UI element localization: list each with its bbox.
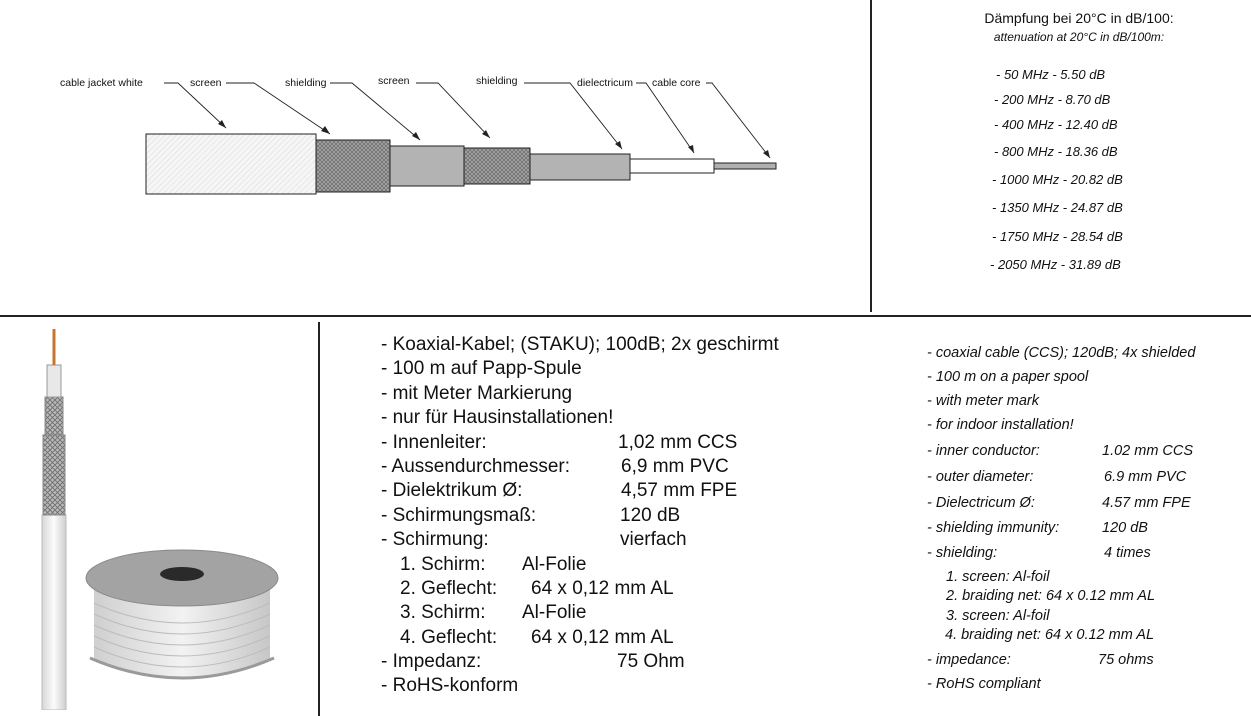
spec-de-screen-1	[381, 553, 841, 577]
spec-en-value: 75 ohms	[1098, 652, 1154, 668]
spec-de-label: 2. Geflecht:	[400, 577, 498, 599]
spec-de-label: - Aussendurchmesser:	[381, 455, 571, 477]
spec-de-label: - Impedanz:	[381, 651, 482, 673]
spec-de-text: - Koaxial-Kabel; (STAKU); 100dB; 2x geschirmt	[381, 334, 779, 355]
dielectric-segment	[630, 159, 714, 173]
top-divider-vertical	[870, 0, 872, 312]
spec-de-screen-3	[381, 601, 841, 625]
spec-de-text: - 100 m auf Papp-Spule	[381, 358, 582, 380]
spec-en-impedance	[927, 652, 1227, 668]
spec-en-shielding	[927, 545, 1227, 561]
label-cable-jacket: cable jacket white	[60, 77, 143, 89]
attenuation-row: - 200 MHz - 8.70 dB	[994, 92, 1111, 107]
spec-en-label: - shielding:	[927, 545, 998, 561]
spec-de-impedance	[381, 650, 841, 674]
spec-en-label: - inner conductor:	[927, 443, 1040, 459]
spec-en-dielectric	[927, 495, 1227, 511]
spec-de-shielding	[381, 528, 841, 552]
spec-de-braid-2	[381, 577, 841, 601]
spec-de-value: vierfach	[620, 529, 687, 551]
spec-en-label: - shielding immunity:	[927, 520, 1060, 536]
spec-en-label: - Dielectricum Ø:	[927, 495, 1035, 511]
attenuation-title: Dämpfung bei 20°C in dB/100:	[984, 10, 1174, 26]
spec-de-outer	[381, 455, 841, 479]
spec-de-value: Al-Folie	[522, 602, 587, 624]
spec-en-label: - impedance:	[927, 652, 1011, 668]
spec-de-line	[381, 357, 841, 381]
attenuation-subtitle: attenuation at 20°C in dB/100m:	[993, 30, 1165, 44]
label-shielding-2: shielding	[476, 75, 518, 87]
cable-layer-diagram	[0, 0, 860, 310]
label-screen-1: screen	[190, 77, 222, 89]
spec-de-value: 64 x 0,12 mm AL	[531, 577, 674, 599]
spec-en-value: 4.57 mm FPE	[1102, 495, 1191, 511]
spec-de-label: 4. Geflecht:	[400, 626, 498, 648]
spec-en-sub: 2. braiding net: 64 x 0.12 mm AL	[946, 588, 1156, 604]
attenuation-row: - 1350 MHz - 24.87 dB	[992, 200, 1123, 215]
label-cable-core: cable core	[652, 77, 701, 89]
shielding-segment-1	[316, 140, 390, 192]
spec-en-rohs: - RoHS compliant	[927, 676, 1041, 692]
spec-de-value: 64 x 0,12 mm AL	[531, 626, 674, 648]
spec-de-value: 4,57 mm FPE	[621, 480, 738, 502]
spec-de-braid-4	[381, 626, 841, 650]
spec-en-outer	[927, 469, 1227, 485]
bottom-divider-vertical	[318, 322, 320, 716]
attenuation-row: - 2050 MHz - 31.89 dB	[990, 257, 1121, 272]
spec-en-inner	[927, 443, 1227, 459]
spec-de-line	[381, 406, 841, 430]
spec-de-value: 1,02 mm CCS	[618, 431, 738, 453]
spec-en-sub: 3. screen: Al-foil	[946, 608, 1050, 624]
attenuation-row: - 800 MHz - 18.36 dB	[994, 144, 1118, 159]
spec-en-label: - outer diameter:	[927, 469, 1034, 485]
spec-de-line	[381, 382, 841, 406]
spec-en-sub: 1. screen: Al-foil	[946, 569, 1050, 585]
attenuation-row: - 1750 MHz - 28.54 dB	[992, 229, 1123, 244]
spec-de-value: Al-Folie	[522, 553, 587, 575]
spec-de-label: 3. Schirm:	[400, 602, 486, 624]
spec-en-value: 6.9 mm PVC	[1104, 469, 1187, 485]
spec-de-text: - mit Meter Markierung	[381, 382, 573, 404]
label-screen-2: screen	[378, 75, 410, 87]
spec-en-line: - for indoor installation!	[927, 417, 1074, 433]
screen-segment	[390, 146, 464, 186]
jacket-segment	[146, 134, 316, 194]
attenuation-row: - 400 MHz - 12.40 dB	[994, 117, 1118, 132]
attenuation-row: - 1000 MHz - 20.82 dB	[992, 172, 1123, 187]
spec-de-label: - Schirmungsmaß:	[381, 504, 537, 526]
spec-de-label: 1. Schirm:	[400, 553, 486, 575]
screen-segment-2	[530, 154, 630, 180]
spec-de-value: 120 dB	[620, 504, 681, 526]
spec-de-label: - Innenleiter:	[381, 431, 487, 453]
label-dielectricum: dielectricum	[577, 77, 634, 89]
spec-en-line: - 100 m on a paper spool	[927, 369, 1089, 385]
spec-en-line: - coaxial cable (CCS); 120dB; 4x shielded	[927, 345, 1196, 361]
shielding-segment-2	[464, 148, 530, 184]
spec-en-value: 4 times	[1104, 545, 1151, 561]
spec-de-inner	[381, 431, 841, 455]
spec-en-line: - with meter mark	[927, 393, 1039, 409]
attenuation-row: - 50 MHz - 5.50 dB	[996, 67, 1106, 82]
spec-en-value: 120 dB	[1102, 520, 1148, 536]
spec-de-line	[381, 333, 841, 357]
spec-de-label: - Schirmung:	[381, 529, 489, 551]
label-shielding-1: shielding	[285, 77, 327, 89]
core-segment	[714, 163, 776, 169]
spec-de-rohs	[381, 674, 841, 698]
spec-de-text: - nur für Hausinstallationen!	[381, 407, 614, 429]
coax-cable-photo	[30, 325, 80, 710]
spec-de-value: 75 Ohm	[617, 651, 685, 673]
spec-de-dielectric	[381, 479, 841, 503]
spec-en-sub: 4. braiding net: 64 x 0.12 mm AL	[945, 627, 1155, 643]
spec-de-value: 6,9 mm PVC	[621, 455, 729, 477]
spec-en-shield-immunity	[927, 520, 1227, 536]
spec-english	[927, 0, 1247, 716]
spec-de-text: - RoHS-konform	[381, 675, 519, 697]
spec-german	[381, 333, 841, 699]
spec-de-label: - Dielektrikum Ø:	[381, 480, 523, 502]
cable-spool-photo	[82, 548, 282, 698]
spec-en-value: 1.02 mm CCS	[1102, 443, 1194, 459]
spec-de-shield-measure	[381, 504, 841, 528]
